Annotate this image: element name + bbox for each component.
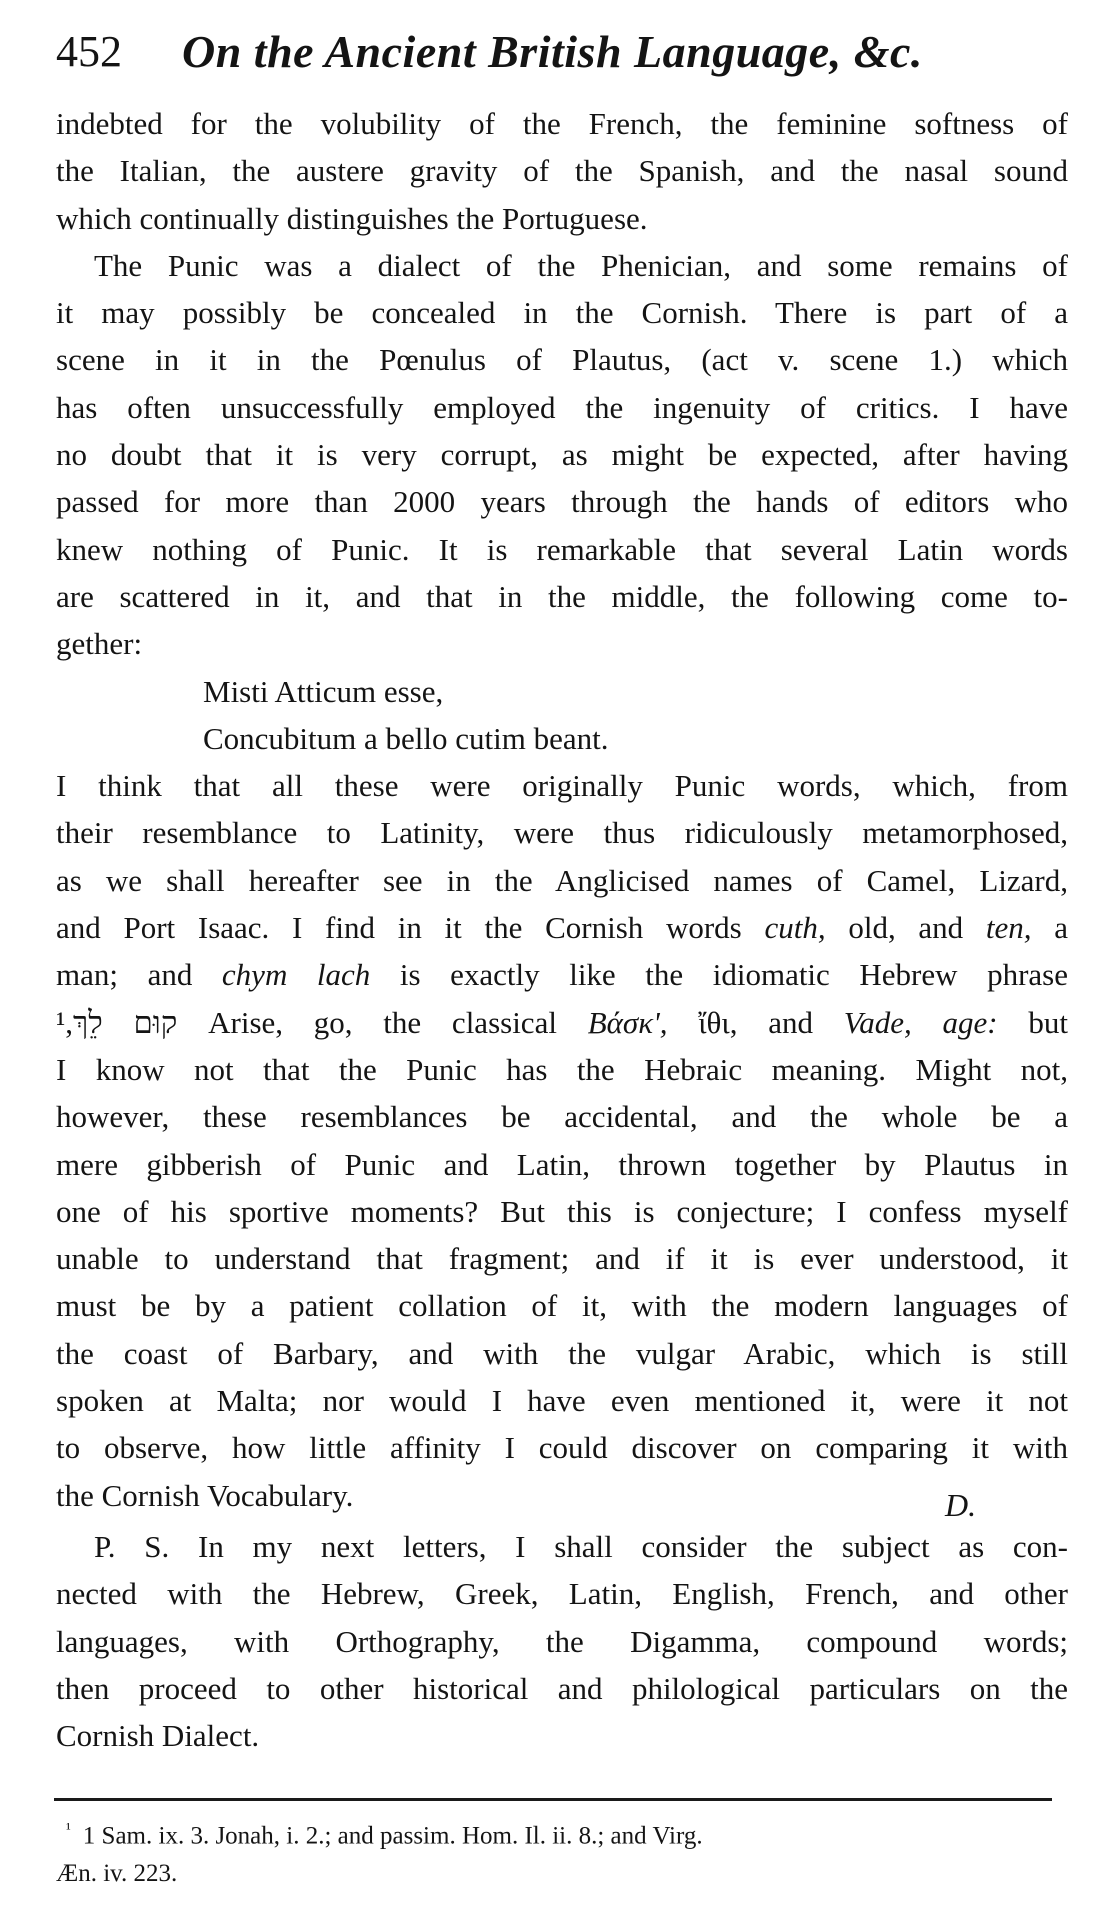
footnotes [56, 1808, 1056, 1896]
body-text [56, 100, 1068, 1759]
text-line: the Cornish Vocabulary. [56, 1477, 354, 1513]
footnote-divider [54, 1798, 1052, 1801]
text-line: passed for more than 2000 years through the hands of editors who [56, 484, 1068, 520]
text-line: I think that all these were originally Punic words, which, from [56, 768, 1068, 804]
text-line: are scattered in it, and that in the middle, the following come to- [56, 578, 1068, 614]
text-line: has often unsuccessfully employed the ingenuity of critics. I have [56, 389, 1068, 425]
running-title: On the Ancient British Language, &c. [182, 26, 923, 77]
text-line: indebted for the volubility of the French, the feminine softness of [56, 106, 1068, 141]
greek-word: Βάσκ', [587, 1004, 668, 1040]
text-line [56, 999, 1068, 1046]
text-line: gether: [56, 626, 143, 662]
text-line: nected with the Hebrew, Greek, Latin, English, French, and other [56, 1576, 1068, 1612]
text-run: and Port Isaac. I find in it the Cornish words [56, 910, 765, 946]
text-line: no doubt that it is very corrupt, as might be expected, after having [56, 437, 1068, 473]
latin-phrase: Vade, age: [843, 1004, 998, 1040]
text-line [56, 951, 1068, 998]
text-line: I know not that the Punic has the Hebraic meaning. Might not, [56, 1051, 1068, 1087]
text-line: which continually distinguishes the Portuguese. [56, 200, 648, 236]
footnote-marker: ¹ [66, 1821, 71, 1838]
text-line: spoken at Malta; nor would I have even mentioned it, were it not [56, 1383, 1068, 1419]
text-line: Cornish Dialect. [56, 1718, 260, 1754]
italic-word: chym lach [221, 957, 371, 993]
verse-line: Concubitum a bello cutim beant. [203, 720, 609, 756]
text-run: Arise, go, the classical [177, 1004, 588, 1040]
footnote-reference: ¹ [56, 1004, 66, 1040]
text-run: man; and [56, 957, 222, 993]
text-line [56, 904, 1068, 951]
text-line: scene in it in the Pœnulus of Plautus, (act v. scene 1.) which [56, 342, 1068, 378]
text-line: mere gibberish of Punic and Latin, thrown together by Plautus in [56, 1146, 1068, 1182]
italic-word: cuth, [764, 910, 826, 946]
text-line: however, these resemblances be accidental, and the whole be a [56, 1099, 1068, 1135]
text-line: it may possibly be concealed in the Cornish. There is part of a [56, 295, 1068, 331]
text-run: a [1031, 910, 1068, 946]
footnote-text: 1 Sam. ix. 3. Jonah, i. 2.; and passim. Hom. Il. ii. 8.; and Virg. [82, 1822, 703, 1850]
text-line: languages, with Orthography, the Digamma, compound words; [56, 1623, 1068, 1659]
text-line: the coast of Barbary, and with the vulgar Arabic, which is still [56, 1335, 1068, 1371]
text-run: ἴθι, and [667, 1004, 844, 1040]
postscript-start: P. S. In my next letters, I shall consider the subject as con- [94, 1528, 1068, 1564]
text-line: to observe, how little affinity I could discover on comparing it with [56, 1430, 1068, 1466]
text-line: the Italian, the austere gravity of the Spanish, and the nasal sound [56, 153, 1068, 189]
text-line: one of his sportive moments? But this is conjecture; I confess myself [56, 1193, 1068, 1229]
text-run: but [997, 1004, 1068, 1040]
text-run: old, and [825, 910, 986, 946]
italic-word: ten, [985, 910, 1032, 946]
page-number: 452 [56, 27, 122, 76]
footnote [56, 1808, 1056, 1852]
paragraph-start: The Punic was a dialect of the Phenician, and some remains of [94, 247, 1068, 283]
footnote-continuation: Æn. iv. 223. [56, 1860, 178, 1887]
hebrew-phrase: קוּם לֵךְ, [65, 1004, 178, 1040]
text-line: their resemblance to Latinity, were thus ridiculously metamorphosed, [56, 815, 1068, 851]
text-line: must be by a patient collation of it, with the modern languages of [56, 1288, 1068, 1324]
text-line: then proceed to other historical and philological particulars on the [56, 1670, 1068, 1706]
page-header [56, 22, 1056, 92]
text-line: knew nothing of Punic. It is remarkable that several Latin words [56, 531, 1068, 567]
text-line: as we shall hereafter see in the Anglicised names of Camel, Lizard, [56, 862, 1068, 898]
signature: D. [945, 1487, 977, 1523]
text-line: unable to understand that fragment; and if it is ever understood, it [56, 1241, 1068, 1277]
text-run: is exactly like the idiomatic Hebrew phrase [370, 957, 1068, 993]
verse-line: Misti Atticum esse, [203, 673, 444, 709]
